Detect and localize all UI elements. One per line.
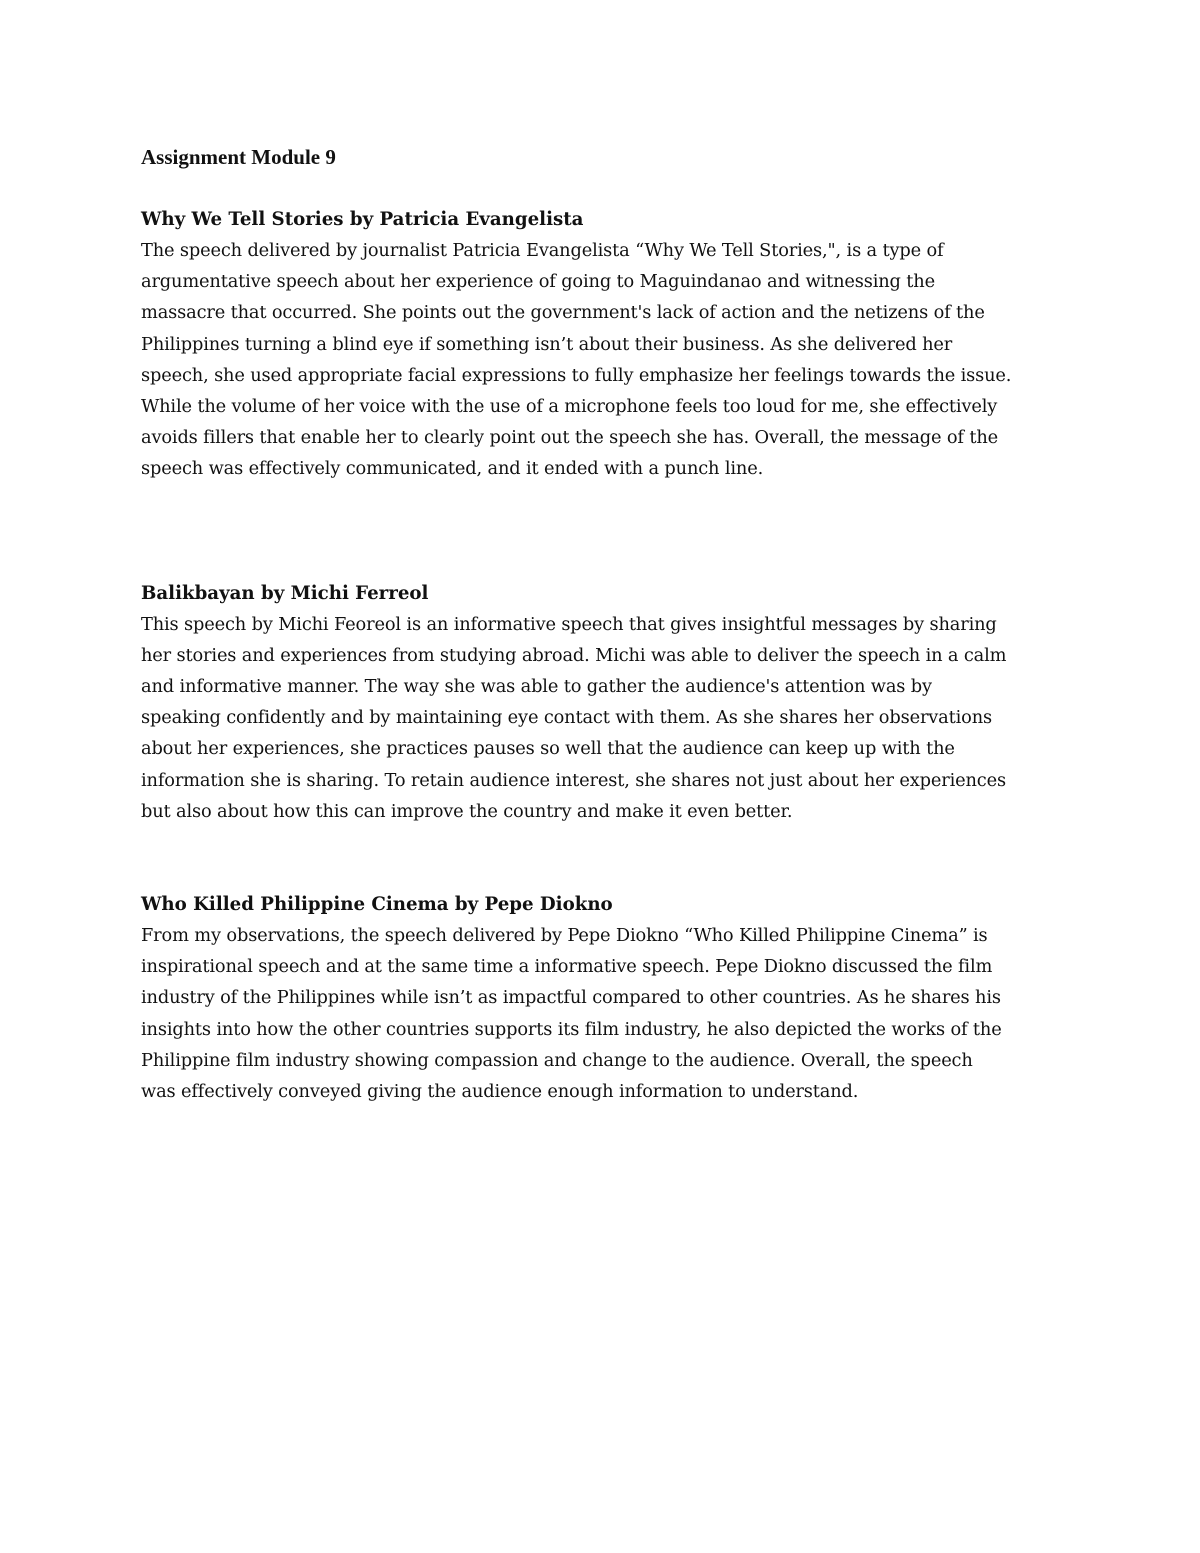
paragraph-line: industry of the Philippines while isn’t as impactful compared to other countries. As he shares his [141,987,1001,1009]
paragraph-line: information she is sharing. To retain audience interest, she shares not just about her experiences [141,769,1006,791]
document-content [141,142,1071,1107]
paragraph-line: massacre that occurred. She points out the government's lack of action and the netizens of the [141,302,985,324]
paragraph-line: speaking confidently and by maintaining eye contact with them. As she shares her observations [141,707,993,729]
section-who-killed-philippine-cinema [141,889,1071,1107]
paragraph-line: and informative manner. The way she was able to gather the audience's attention was by [141,676,932,698]
paragraph-line: insights into how the other countries supports its film industry, he also depicted the works of the [141,1018,1002,1040]
paragraph-line: avoids fillers that enable her to clearly point out the speech she has. Overall, the message of the [141,427,999,449]
paragraph-line: about her experiences, she practices pauses so well that the audience can keep up with the [141,738,955,760]
paragraph-line: but also about how this can improve the country and make it even better. [141,800,793,822]
paragraph-line: This speech by Michi Feoreol is an informative speech that gives insightful messages by sharing [141,613,997,635]
paragraph-line: From my observations, the speech delivered by Pepe Diokno “Who Killed Philippine Cinema” is [141,925,988,947]
section-heading: Balikbayan by Michi Ferreol [141,582,429,604]
section-balikbayan [141,578,1071,827]
section-heading: Why We Tell Stories by Patricia Evangelista [141,209,584,230]
paragraph-line: speech, she used appropriate facial expressions to fully emphasize her feelings towards the issue. [141,364,1012,386]
paragraph-line: While the volume of her voice with the use of a microphone feels too loud for me, she effectively [141,396,998,418]
section-paragraph [141,609,1071,827]
paragraph-line: The speech delivered by journalist Patricia Evangelista “Why We Tell Stories,", is a type of [141,240,944,261]
paragraph-line: Philippines turning a blind eye if something isn’t about their business. As she delivered her [141,333,953,355]
paragraph-line: Philippine film industry showing compassion and change to the audience. Overall, the speech [141,1049,973,1071]
paragraph-line: was effectively conveyed giving the audience enough information to understand. [141,1081,859,1103]
paragraph-line: inspirational speech and at the same time a informative speech. Pepe Diokno discussed the film [141,956,993,978]
section-paragraph [141,920,1071,1107]
paragraph-line: speech was effectively communicated, and it ended with a punch line. [141,458,764,480]
section-heading: Who Killed Philippine Cinema by Pepe Diokno [141,894,613,916]
section-why-we-tell-stories [141,204,1071,485]
paragraph-line: argumentative speech about her experience of going to Maguindanao and witnessing the [141,271,935,293]
paragraph-line: her stories and experiences from studying abroad. Michi was able to deliver the speech in a calm [141,644,1007,666]
section-paragraph [141,235,1071,485]
document-title: Assignment Module 9 [141,145,336,169]
